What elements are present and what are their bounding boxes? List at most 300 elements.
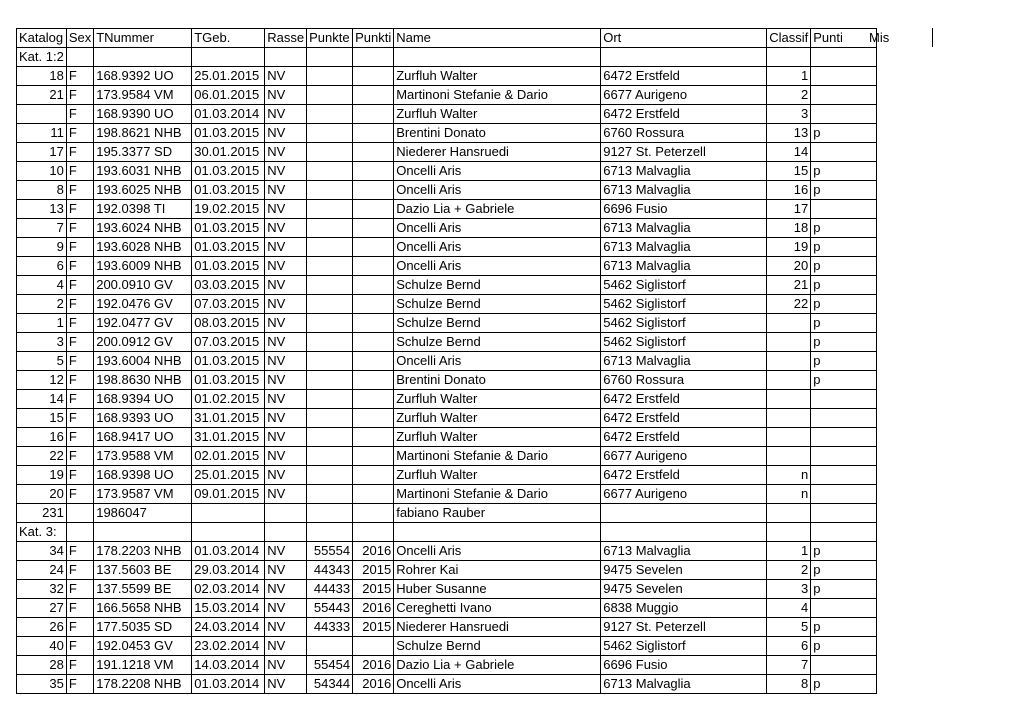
cell-punti[interactable]: p: [811, 542, 877, 561]
cell-tgeb[interactable]: 01.03.2015: [192, 219, 265, 238]
cell-tnummer[interactable]: 193.6031 NHB: [94, 162, 192, 181]
category-label[interactable]: Kat. 1:2: [17, 48, 67, 67]
cell-katalog[interactable]: 24: [17, 561, 67, 580]
cell-punkti[interactable]: [353, 485, 394, 504]
cell-classif[interactable]: 4: [767, 599, 811, 618]
cell-punkti[interactable]: 2015: [353, 561, 394, 580]
cell-punkte[interactable]: 54344: [307, 675, 353, 694]
cell-rasse[interactable]: NV: [265, 86, 307, 105]
cell-punkte[interactable]: [307, 447, 353, 466]
cell-tgeb[interactable]: 01.03.2014: [192, 542, 265, 561]
cell-ort[interactable]: 9127 St. Peterzell: [601, 143, 767, 162]
cell-name[interactable]: Schulze Bernd: [394, 637, 601, 656]
cell-tgeb[interactable]: 25.01.2015: [192, 67, 265, 86]
cell-name[interactable]: Oncelli Aris: [394, 352, 601, 371]
cell-name[interactable]: Martinoni Stefanie & Dario: [394, 86, 601, 105]
cell-name[interactable]: Niederer Hansruedi: [394, 143, 601, 162]
cell-punkte[interactable]: [307, 86, 353, 105]
cell-ort[interactable]: 6760 Rossura: [601, 371, 767, 390]
cell-name[interactable]: Zurfluh Walter: [394, 466, 601, 485]
header-cell-punkti[interactable]: Punkti: [353, 29, 394, 48]
cell-classif[interactable]: 14: [767, 143, 811, 162]
cell-punkti[interactable]: [353, 162, 394, 181]
cell-sex[interactable]: F: [66, 181, 93, 200]
cell-punkti[interactable]: [353, 181, 394, 200]
cell-ort[interactable]: 6696 Fusio: [601, 656, 767, 675]
cell-punti[interactable]: [811, 143, 877, 162]
cell-ort[interactable]: 6472 Erstfeld: [601, 105, 767, 124]
cell-punkti[interactable]: [353, 143, 394, 162]
empty-cell[interactable]: [601, 523, 767, 542]
cell-classif[interactable]: 21: [767, 276, 811, 295]
cell-rasse[interactable]: NV: [265, 181, 307, 200]
cell-sex[interactable]: F: [66, 67, 93, 86]
cell-tgeb[interactable]: 31.01.2015: [192, 428, 265, 447]
cell-punti[interactable]: [811, 86, 877, 105]
cell-katalog[interactable]: 3: [17, 333, 67, 352]
cell-ort[interactable]: 6713 Malvaglia: [601, 542, 767, 561]
empty-cell[interactable]: [307, 48, 353, 67]
header-cell-classif[interactable]: Classif: [767, 29, 811, 48]
header-cell-name[interactable]: Name: [394, 29, 601, 48]
cell-sex[interactable]: F: [66, 333, 93, 352]
cell-punkti[interactable]: [353, 504, 394, 523]
cell-sex[interactable]: F: [66, 409, 93, 428]
cell-name[interactable]: Zurfluh Walter: [394, 390, 601, 409]
cell-rasse[interactable]: NV: [265, 637, 307, 656]
cell-ort[interactable]: 6677 Aurigeno: [601, 447, 767, 466]
cell-punkti[interactable]: [353, 409, 394, 428]
cell-punti[interactable]: [811, 67, 877, 86]
cell-punkti[interactable]: [353, 428, 394, 447]
cell-ort[interactable]: 9475 Sevelen: [601, 580, 767, 599]
cell-name[interactable]: fabiano Rauber: [394, 504, 601, 523]
cell-punkte[interactable]: [307, 466, 353, 485]
cell-name[interactable]: Schulze Bernd: [394, 314, 601, 333]
cell-punti[interactable]: p: [811, 637, 877, 656]
empty-cell[interactable]: [811, 523, 877, 542]
cell-rasse[interactable]: NV: [265, 656, 307, 675]
cell-rasse[interactable]: [265, 504, 307, 523]
cell-tnummer[interactable]: 137.5603 BE: [94, 561, 192, 580]
cell-tnummer[interactable]: 173.9588 VM: [94, 447, 192, 466]
cell-tnummer[interactable]: 195.3377 SD: [94, 143, 192, 162]
cell-tgeb[interactable]: 01.03.2014: [192, 105, 265, 124]
cell-sex[interactable]: F: [66, 200, 93, 219]
cell-punkte[interactable]: [307, 181, 353, 200]
cell-punti[interactable]: p: [811, 371, 877, 390]
cell-punkti[interactable]: 2016: [353, 675, 394, 694]
cell-rasse[interactable]: NV: [265, 542, 307, 561]
cell-tnummer[interactable]: 192.0453 GV: [94, 637, 192, 656]
cell-punkte[interactable]: [307, 200, 353, 219]
category-label[interactable]: Kat. 3:: [17, 523, 67, 542]
cell-katalog[interactable]: 11: [17, 124, 67, 143]
cell-tnummer[interactable]: 1986047: [94, 504, 192, 523]
header-cell-ort[interactable]: Ort: [601, 29, 767, 48]
cell-katalog[interactable]: 34: [17, 542, 67, 561]
cell-name[interactable]: Huber Susanne: [394, 580, 601, 599]
cell-rasse[interactable]: NV: [265, 276, 307, 295]
empty-cell[interactable]: [811, 48, 877, 67]
cell-rasse[interactable]: NV: [265, 447, 307, 466]
header-cell-punkte[interactable]: Punkte: [307, 29, 353, 48]
cell-punkte[interactable]: 44433: [307, 580, 353, 599]
cell-sex[interactable]: F: [66, 428, 93, 447]
cell-punkti[interactable]: [353, 105, 394, 124]
cell-rasse[interactable]: NV: [265, 466, 307, 485]
cell-punkte[interactable]: [307, 371, 353, 390]
cell-punkti[interactable]: [353, 86, 394, 105]
cell-name[interactable]: Niederer Hansruedi: [394, 618, 601, 637]
cell-classif[interactable]: n: [767, 466, 811, 485]
header-cell-punti[interactable]: Punti: [811, 29, 877, 48]
cell-ort[interactable]: 6472 Erstfeld: [601, 466, 767, 485]
cell-punkte[interactable]: [307, 390, 353, 409]
cell-punti[interactable]: [811, 390, 877, 409]
cell-tnummer[interactable]: 198.8630 NHB: [94, 371, 192, 390]
cell-ort[interactable]: 5462 Siglistorf: [601, 314, 767, 333]
cell-punti[interactable]: p: [811, 352, 877, 371]
cell-tnummer[interactable]: 168.9392 UO: [94, 67, 192, 86]
cell-rasse[interactable]: NV: [265, 561, 307, 580]
cell-tgeb[interactable]: 15.03.2014: [192, 599, 265, 618]
cell-tgeb[interactable]: 01.02.2015: [192, 390, 265, 409]
cell-katalog[interactable]: 231: [17, 504, 67, 523]
cell-tgeb[interactable]: 01.03.2015: [192, 162, 265, 181]
cell-punkte[interactable]: [307, 485, 353, 504]
cell-classif[interactable]: 8: [767, 675, 811, 694]
empty-cell[interactable]: [192, 523, 265, 542]
empty-cell[interactable]: [767, 48, 811, 67]
cell-rasse[interactable]: NV: [265, 124, 307, 143]
cell-sex[interactable]: F: [66, 257, 93, 276]
cell-punti[interactable]: [811, 504, 877, 523]
cell-sex[interactable]: F: [66, 675, 93, 694]
cell-tnummer[interactable]: 178.2203 NHB: [94, 542, 192, 561]
cell-punkti[interactable]: 2016: [353, 542, 394, 561]
cell-sex[interactable]: F: [66, 561, 93, 580]
cell-punkte[interactable]: [307, 637, 353, 656]
cell-ort[interactable]: 6760 Rossura: [601, 124, 767, 143]
cell-punkte[interactable]: [307, 257, 353, 276]
cell-tnummer[interactable]: 193.6028 NHB: [94, 238, 192, 257]
cell-name[interactable]: Zurfluh Walter: [394, 409, 601, 428]
cell-punkte[interactable]: [307, 333, 353, 352]
cell-tnummer[interactable]: 166.5658 NHB: [94, 599, 192, 618]
cell-sex[interactable]: F: [66, 580, 93, 599]
cell-katalog[interactable]: 12: [17, 371, 67, 390]
cell-katalog[interactable]: 40: [17, 637, 67, 656]
cell-ort[interactable]: 9475 Sevelen: [601, 561, 767, 580]
cell-punkte[interactable]: [307, 162, 353, 181]
cell-katalog[interactable]: 15: [17, 409, 67, 428]
cell-ort[interactable]: 5462 Siglistorf: [601, 637, 767, 656]
cell-punkti[interactable]: [353, 238, 394, 257]
cell-rasse[interactable]: NV: [265, 371, 307, 390]
cell-sex[interactable]: F: [66, 656, 93, 675]
cell-katalog[interactable]: 1: [17, 314, 67, 333]
header-cell-rasse[interactable]: Rasse: [265, 29, 307, 48]
cell-classif[interactable]: [767, 333, 811, 352]
cell-sex[interactable]: F: [66, 276, 93, 295]
cell-punkti[interactable]: [353, 466, 394, 485]
cell-punkti[interactable]: [353, 333, 394, 352]
cell-punti[interactable]: [811, 599, 877, 618]
cell-classif[interactable]: 20: [767, 257, 811, 276]
cell-tgeb[interactable]: 07.03.2015: [192, 333, 265, 352]
cell-tgeb[interactable]: 14.03.2014: [192, 656, 265, 675]
cell-punti[interactable]: p: [811, 257, 877, 276]
cell-classif[interactable]: [767, 352, 811, 371]
cell-tnummer[interactable]: 198.8621 NHB: [94, 124, 192, 143]
cell-ort[interactable]: 5462 Siglistorf: [601, 276, 767, 295]
empty-cell[interactable]: [265, 523, 307, 542]
empty-cell[interactable]: [601, 48, 767, 67]
cell-name[interactable]: Oncelli Aris: [394, 257, 601, 276]
cell-katalog[interactable]: 35: [17, 675, 67, 694]
cell-name[interactable]: Oncelli Aris: [394, 675, 601, 694]
cell-katalog[interactable]: 9: [17, 238, 67, 257]
cell-punkti[interactable]: [353, 295, 394, 314]
cell-classif[interactable]: 6: [767, 637, 811, 656]
cell-name[interactable]: Dazio Lia + Gabriele: [394, 656, 601, 675]
cell-tgeb[interactable]: 24.03.2014: [192, 618, 265, 637]
cell-tnummer[interactable]: 193.6024 NHB: [94, 219, 192, 238]
cell-punkte[interactable]: 55454: [307, 656, 353, 675]
cell-tnummer[interactable]: 192.0477 GV: [94, 314, 192, 333]
cell-name[interactable]: Rohrer Kai: [394, 561, 601, 580]
cell-punkte[interactable]: 44333: [307, 618, 353, 637]
cell-katalog[interactable]: 28: [17, 656, 67, 675]
cell-punkti[interactable]: [353, 276, 394, 295]
cell-punkte[interactable]: [307, 276, 353, 295]
cell-classif[interactable]: 17: [767, 200, 811, 219]
cell-rasse[interactable]: NV: [265, 143, 307, 162]
cell-punkti[interactable]: [353, 371, 394, 390]
cell-punti[interactable]: p: [811, 314, 877, 333]
cell-rasse[interactable]: NV: [265, 67, 307, 86]
cell-sex[interactable]: F: [66, 314, 93, 333]
cell-katalog[interactable]: 18: [17, 67, 67, 86]
cell-tnummer[interactable]: 173.9587 VM: [94, 485, 192, 504]
cell-tnummer[interactable]: 200.0910 GV: [94, 276, 192, 295]
cell-katalog[interactable]: 10: [17, 162, 67, 181]
cell-punkti[interactable]: [353, 390, 394, 409]
cell-classif[interactable]: 18: [767, 219, 811, 238]
cell-name[interactable]: Schulze Bernd: [394, 295, 601, 314]
cell-punti[interactable]: p: [811, 276, 877, 295]
cell-punkte[interactable]: [307, 504, 353, 523]
cell-katalog[interactable]: 7: [17, 219, 67, 238]
cell-sex[interactable]: F: [66, 390, 93, 409]
cell-classif[interactable]: 13: [767, 124, 811, 143]
header-cell-katalog[interactable]: Katalog: [17, 29, 67, 48]
cell-classif[interactable]: 2: [767, 86, 811, 105]
header-cell-tnummer[interactable]: TNummer: [94, 29, 192, 48]
cell-rasse[interactable]: NV: [265, 485, 307, 504]
empty-cell[interactable]: [394, 48, 601, 67]
cell-sex[interactable]: F: [66, 637, 93, 656]
cell-rasse[interactable]: NV: [265, 618, 307, 637]
cell-sex[interactable]: F: [66, 86, 93, 105]
cell-punkte[interactable]: [307, 219, 353, 238]
cell-punti[interactable]: p: [811, 162, 877, 181]
cell-tnummer[interactable]: 177.5035 SD: [94, 618, 192, 637]
cell-ort[interactable]: 6472 Erstfeld: [601, 67, 767, 86]
cell-name[interactable]: Martinoni Stefanie & Dario: [394, 447, 601, 466]
empty-cell[interactable]: [394, 523, 601, 542]
cell-punti[interactable]: [811, 656, 877, 675]
cell-ort[interactable]: 6713 Malvaglia: [601, 162, 767, 181]
cell-ort[interactable]: 6696 Fusio: [601, 200, 767, 219]
cell-punkti[interactable]: [353, 352, 394, 371]
cell-ort[interactable]: 9127 St. Peterzell: [601, 618, 767, 637]
cell-tgeb[interactable]: 23.02.2014: [192, 637, 265, 656]
cell-tgeb[interactable]: 01.03.2015: [192, 181, 265, 200]
cell-ort[interactable]: 5462 Siglistorf: [601, 333, 767, 352]
cell-punkti[interactable]: [353, 447, 394, 466]
cell-punti[interactable]: p: [811, 219, 877, 238]
cell-punti[interactable]: [811, 466, 877, 485]
cell-katalog[interactable]: 14: [17, 390, 67, 409]
cell-katalog[interactable]: 17: [17, 143, 67, 162]
cell-name[interactable]: Martinoni Stefanie & Dario: [394, 485, 601, 504]
cell-katalog[interactable]: 6: [17, 257, 67, 276]
cell-katalog[interactable]: 22: [17, 447, 67, 466]
cell-katalog[interactable]: 27: [17, 599, 67, 618]
cell-punkte[interactable]: [307, 143, 353, 162]
cell-rasse[interactable]: NV: [265, 675, 307, 694]
empty-cell[interactable]: [307, 523, 353, 542]
cell-rasse[interactable]: NV: [265, 428, 307, 447]
cell-sex[interactable]: F: [66, 485, 93, 504]
cell-punkti[interactable]: 2016: [353, 599, 394, 618]
cell-punti[interactable]: [811, 409, 877, 428]
cell-ort[interactable]: 6713 Malvaglia: [601, 675, 767, 694]
cell-punkte[interactable]: 55443: [307, 599, 353, 618]
cell-tnummer[interactable]: 193.6025 NHB: [94, 181, 192, 200]
cell-tnummer[interactable]: 191.1218 VM: [94, 656, 192, 675]
cell-punkti[interactable]: 2015: [353, 580, 394, 599]
cell-punkti[interactable]: [353, 124, 394, 143]
cell-punkte[interactable]: [307, 124, 353, 143]
cell-classif[interactable]: [767, 371, 811, 390]
cell-rasse[interactable]: NV: [265, 333, 307, 352]
cell-punkti[interactable]: [353, 200, 394, 219]
cell-ort[interactable]: 6713 Malvaglia: [601, 257, 767, 276]
cell-punkte[interactable]: [307, 295, 353, 314]
cell-tgeb[interactable]: 01.03.2015: [192, 371, 265, 390]
cell-sex[interactable]: F: [66, 219, 93, 238]
cell-tgeb[interactable]: 03.03.2015: [192, 276, 265, 295]
empty-cell[interactable]: [353, 523, 394, 542]
cell-classif[interactable]: 3: [767, 105, 811, 124]
cell-rasse[interactable]: NV: [265, 599, 307, 618]
cell-tnummer[interactable]: 168.9398 UO: [94, 466, 192, 485]
cell-punti[interactable]: p: [811, 580, 877, 599]
cell-ort[interactable]: 6713 Malvaglia: [601, 219, 767, 238]
cell-ort[interactable]: 6472 Erstfeld: [601, 428, 767, 447]
cell-rasse[interactable]: NV: [265, 105, 307, 124]
cell-punti[interactable]: [811, 428, 877, 447]
cell-rasse[interactable]: NV: [265, 200, 307, 219]
cell-sex[interactable]: F: [66, 105, 93, 124]
cell-name[interactable]: Oncelli Aris: [394, 238, 601, 257]
header-cell-tgeb[interactable]: TGeb.: [192, 29, 265, 48]
cell-tgeb[interactable]: 29.03.2014: [192, 561, 265, 580]
cell-ort[interactable]: 6677 Aurigeno: [601, 86, 767, 105]
cell-classif[interactable]: [767, 428, 811, 447]
cell-tgeb[interactable]: 01.03.2015: [192, 257, 265, 276]
cell-sex[interactable]: F: [66, 599, 93, 618]
cell-sex[interactable]: F: [66, 447, 93, 466]
cell-punti[interactable]: p: [811, 333, 877, 352]
cell-classif[interactable]: 2: [767, 561, 811, 580]
cell-tnummer[interactable]: 168.9417 UO: [94, 428, 192, 447]
empty-cell[interactable]: [94, 523, 192, 542]
cell-punti[interactable]: p: [811, 675, 877, 694]
cell-katalog[interactable]: [17, 105, 67, 124]
cell-name[interactable]: Cereghetti Ivano: [394, 599, 601, 618]
cell-classif[interactable]: 7: [767, 656, 811, 675]
cell-punti[interactable]: [811, 105, 877, 124]
cell-sex[interactable]: F: [66, 295, 93, 314]
cell-name[interactable]: Brentini Donato: [394, 371, 601, 390]
cell-rasse[interactable]: NV: [265, 390, 307, 409]
empty-cell[interactable]: [353, 48, 394, 67]
cell-name[interactable]: Oncelli Aris: [394, 542, 601, 561]
cell-classif[interactable]: 5: [767, 618, 811, 637]
cell-sex[interactable]: F: [66, 618, 93, 637]
cell-tnummer[interactable]: 168.9390 UO: [94, 105, 192, 124]
cell-tnummer[interactable]: 192.0398 TI: [94, 200, 192, 219]
cell-classif[interactable]: 1: [767, 67, 811, 86]
cell-ort[interactable]: 6472 Erstfeld: [601, 409, 767, 428]
cell-tnummer[interactable]: 193.6009 NHB: [94, 257, 192, 276]
cell-katalog[interactable]: 20: [17, 485, 67, 504]
header-cell-sex[interactable]: Sex: [66, 29, 93, 48]
empty-cell[interactable]: [192, 48, 265, 67]
cell-ort[interactable]: 6713 Malvaglia: [601, 181, 767, 200]
cell-tgeb[interactable]: 08.03.2015: [192, 314, 265, 333]
cell-tnummer[interactable]: 200.0912 GV: [94, 333, 192, 352]
cell-tnummer[interactable]: 173.9584 VM: [94, 86, 192, 105]
cell-tgeb[interactable]: 02.01.2015: [192, 447, 265, 466]
cell-punkte[interactable]: [307, 428, 353, 447]
cell-punkte[interactable]: [307, 105, 353, 124]
cell-name[interactable]: Zurfluh Walter: [394, 105, 601, 124]
cell-punkte[interactable]: 55554: [307, 542, 353, 561]
cell-tnummer[interactable]: 168.9394 UO: [94, 390, 192, 409]
cell-rasse[interactable]: NV: [265, 238, 307, 257]
cell-punkti[interactable]: [353, 637, 394, 656]
cell-punkte[interactable]: [307, 352, 353, 371]
cell-classif[interactable]: [767, 447, 811, 466]
cell-name[interactable]: Oncelli Aris: [394, 181, 601, 200]
cell-tgeb[interactable]: 01.03.2015: [192, 238, 265, 257]
cell-name[interactable]: Brentini Donato: [394, 124, 601, 143]
cell-sex[interactable]: F: [66, 466, 93, 485]
cell-sex[interactable]: F: [66, 162, 93, 181]
cell-tgeb[interactable]: 01.03.2015: [192, 124, 265, 143]
cell-ort[interactable]: [601, 504, 767, 523]
cell-tnummer[interactable]: 192.0476 GV: [94, 295, 192, 314]
cell-name[interactable]: Schulze Bernd: [394, 333, 601, 352]
cell-punkti[interactable]: 2016: [353, 656, 394, 675]
cell-tgeb[interactable]: 09.01.2015: [192, 485, 265, 504]
cell-punti[interactable]: [811, 485, 877, 504]
